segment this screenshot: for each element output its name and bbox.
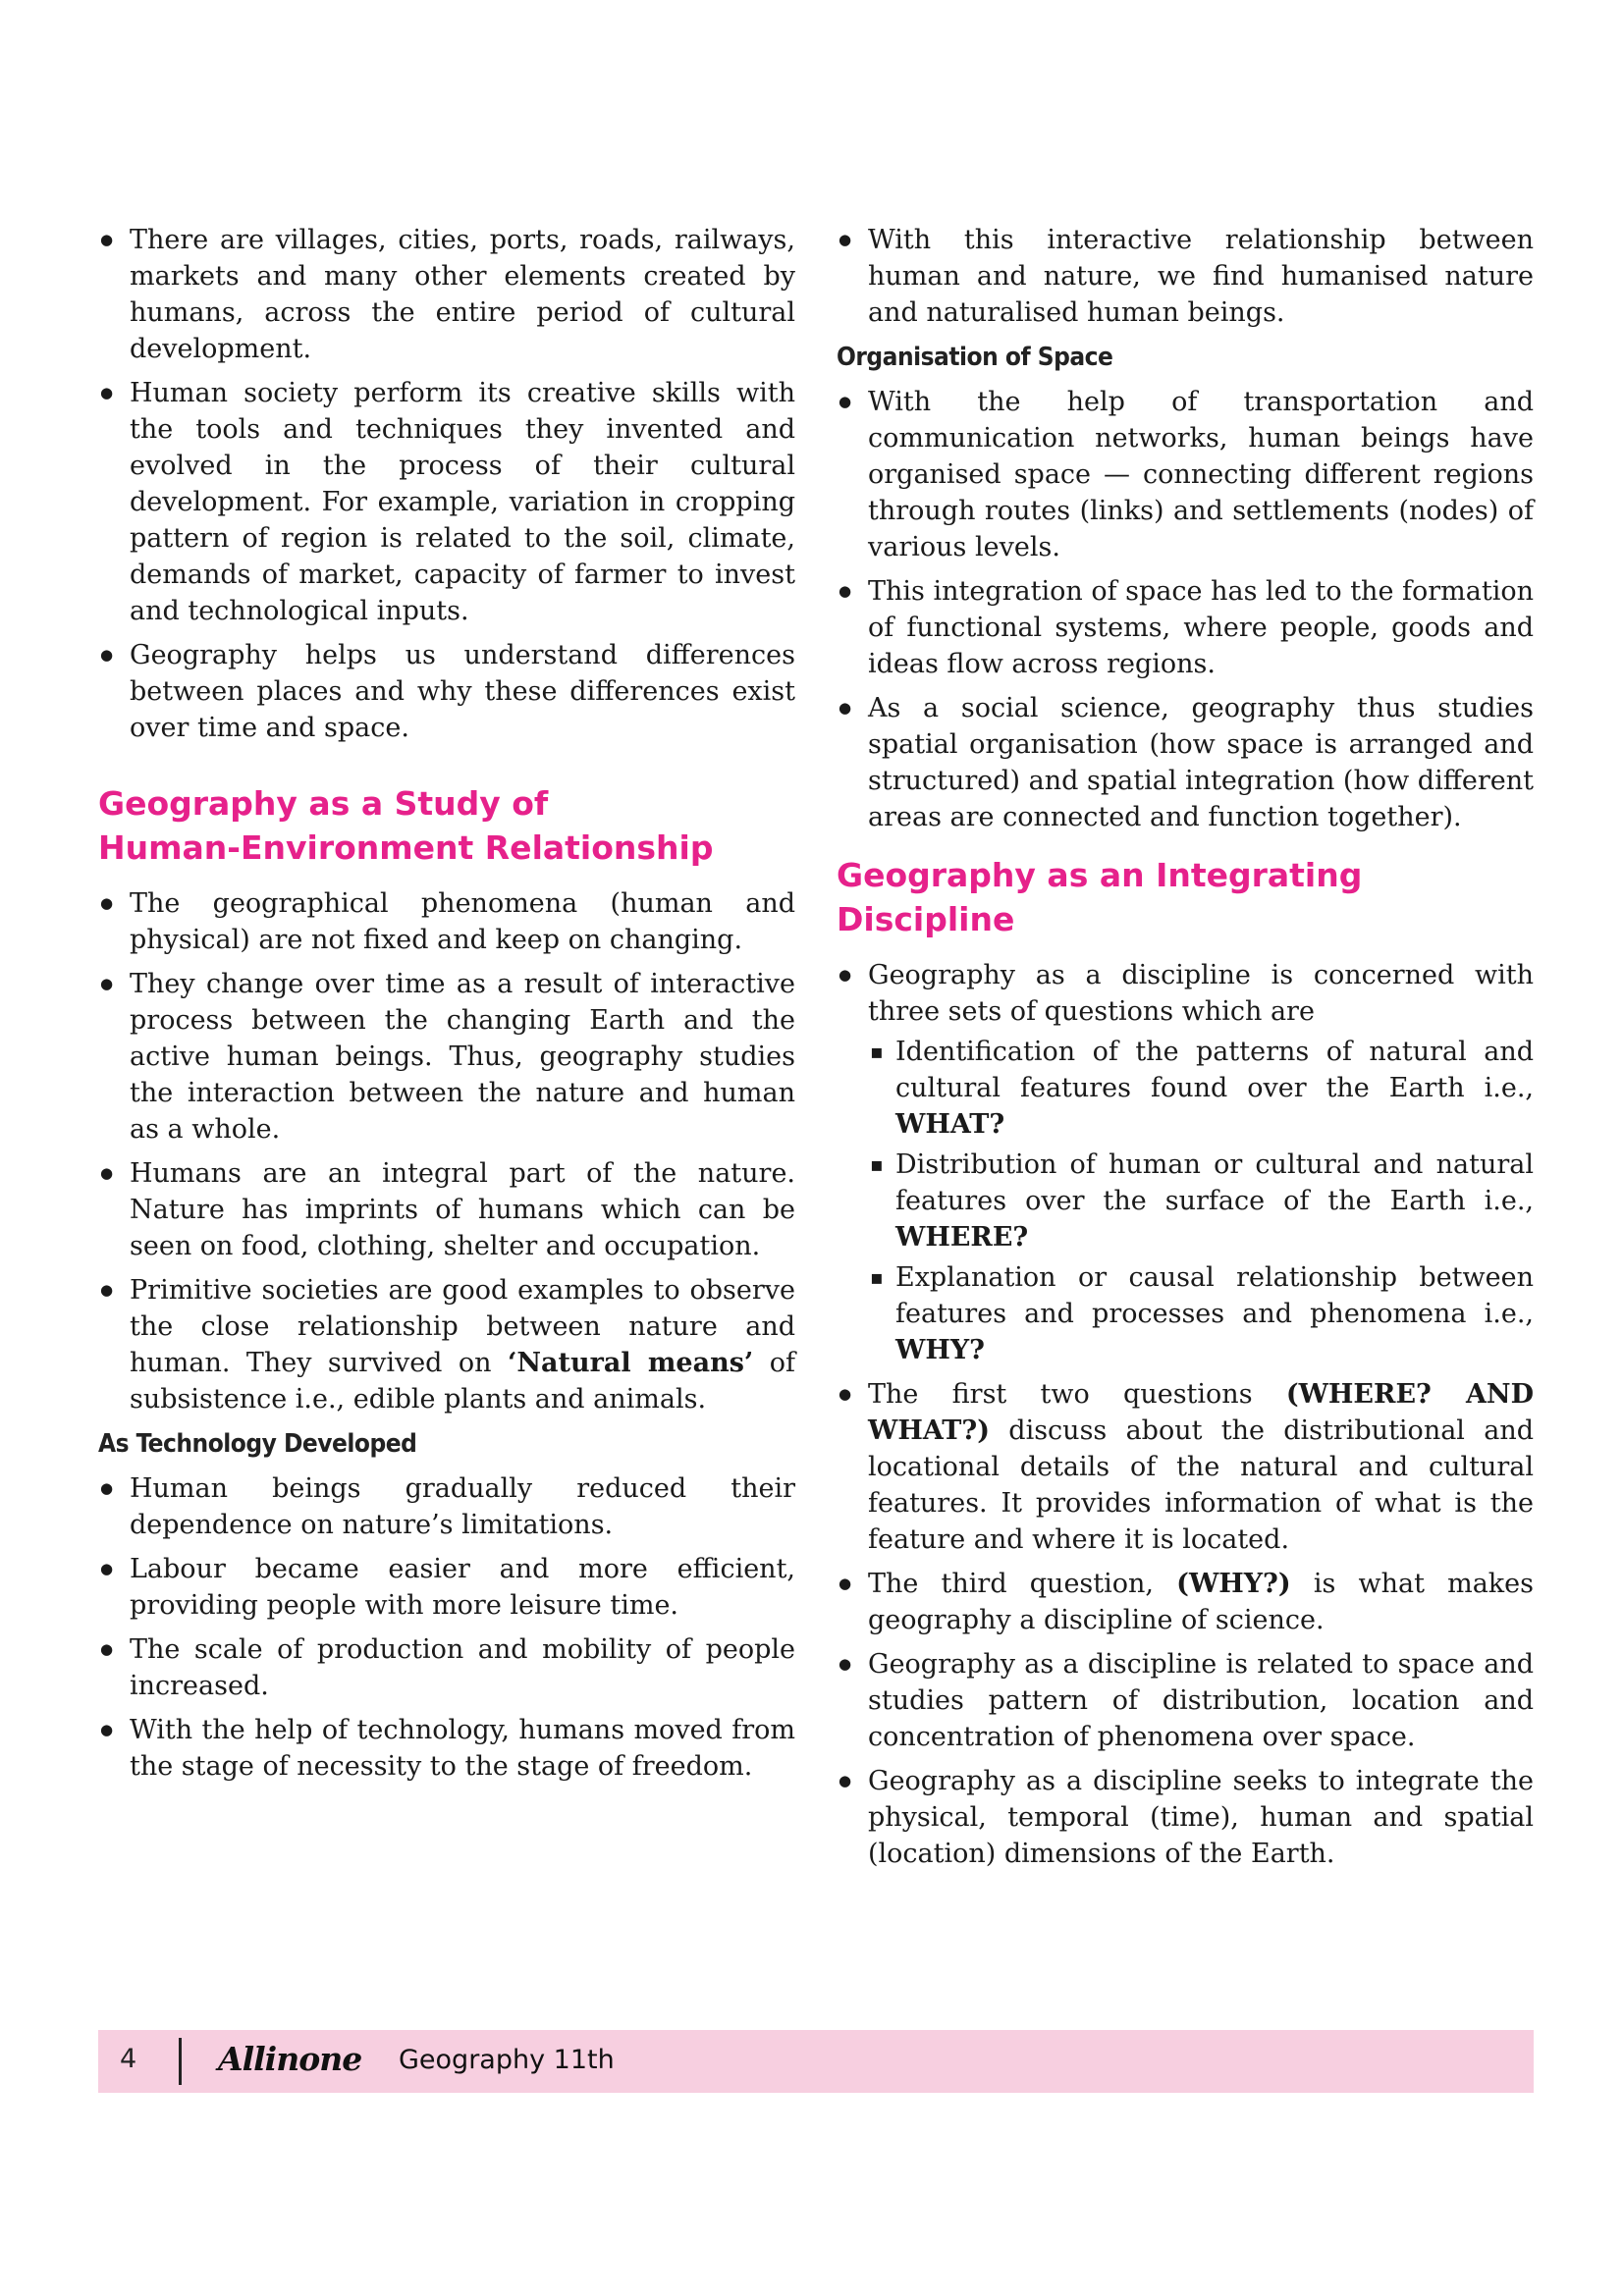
- list-item: ● Geography helps us understand differences between places and why these differences exist over time and space.: [98, 637, 795, 746]
- page-number: 4: [120, 2044, 137, 2074]
- list-item: ● Geography as a discipline is related to space and studies pattern of distribution, location and concentration of phenomena over space.: [837, 1646, 1534, 1755]
- bold-term: WHY?: [895, 1335, 985, 1365]
- list-item: ● This integration of space has led to the formation of functional systems, where people, goods and ideas flow across regions.: [837, 573, 1534, 682]
- list-item: ● They change over time as a result of interactive process between the changing Earth and the active human beings. Thus, geography studies the interaction between the nature and human as a whole.: [98, 966, 795, 1148]
- bold-term: WHAT?: [895, 1109, 1005, 1140]
- book-title: Geography 11th: [399, 2045, 615, 2075]
- subheading-organisation-of-space: Organisation of Space: [837, 343, 1113, 372]
- human-environment-bullet-list: [98, 885, 795, 1417]
- list-item: ● With the help of transportation and communication networks, human beings have organised space — connecting different regions through routes (links) and settlements (nodes) of various levels.: [837, 384, 1534, 565]
- text-run: The first two questions: [868, 1379, 1286, 1410]
- text-run: of subsistence i.e., edible plants and animals.: [130, 1348, 795, 1415]
- heading-line: Geography as a Study of: [98, 784, 549, 823]
- right-intro-bullet-list: [837, 222, 1534, 331]
- section-heading-integrating-discipline: Geography as an Integrating Discipline: [837, 856, 1363, 938]
- list-item: ● With the help of technology, humans moved from the stage of necessity to the stage of freedom.: [98, 1712, 795, 1785]
- list-item: ● Geography as a discipline seeks to integrate the physical, temporal (time), human and spatial (location) dimensions of the Earth.: [837, 1763, 1534, 1872]
- bold-term: (WHY?): [1176, 1569, 1291, 1599]
- technology-bullet-list: [98, 1470, 795, 1785]
- left-column: [98, 222, 795, 1792]
- subheading-technology: As Technology Developed: [98, 1429, 417, 1459]
- section-heading-human-environment: [98, 781, 795, 870]
- space-bullet-list: [837, 384, 1534, 835]
- list-item: [837, 1566, 1534, 1638]
- integrating-bullet-list: [837, 957, 1534, 1872]
- list-item: ● As a social science, geography thus studies spatial organisation (how space is arranged and structured) and spatial integration (how different areas are connected and function together).: [837, 690, 1534, 835]
- bold-term: (WHERE? AND WHAT?): [868, 1379, 1534, 1446]
- intro-bullet-list: [98, 222, 795, 746]
- list-item: ● The scale of production and mobility of people increased.: [98, 1631, 795, 1704]
- text-run: Distribution of human or cultural and natural features over the surface of the Earth i.e.,: [895, 1149, 1534, 1216]
- text-run: The third question,: [868, 1569, 1177, 1599]
- list-item: ● Labour became easier and more efficient, providing people with more leisure time.: [98, 1551, 795, 1624]
- text-run: is what makes geography a discipline of science.: [868, 1569, 1534, 1635]
- bold-term: WHERE?: [895, 1222, 1029, 1253]
- sub-list-item: [868, 1034, 1534, 1143]
- text-run: Explanation or causal relationship between features and processes and phenomena i.e.,: [895, 1262, 1534, 1329]
- list-item: ● The geographical phenomena (human and physical) are not fixed and keep on changing.: [98, 885, 795, 958]
- footer-divider: [179, 2038, 182, 2085]
- text-run: Geography as a discipline is concerned with three sets of questions which are: [868, 960, 1534, 1027]
- list-item: ● Human beings gradually reduced their dependence on nature’s limitations.: [98, 1470, 795, 1543]
- list-item: [837, 1376, 1534, 1558]
- list-item: ● There are villages, cities, ports, roads, railways, markets and many other elements created by humans, across the entire period of cultural development.: [98, 222, 795, 367]
- sub-list-item: [868, 1147, 1534, 1255]
- list-item: ● With this interactive relationship between human and nature, we find humanised nature and naturalised human beings.: [837, 222, 1534, 331]
- question-sub-list: [868, 1034, 1534, 1368]
- page-footer: [98, 2030, 1534, 2093]
- list-item: ● Human society perform its creative skills with the tools and techniques they invented and evolved in the process of their cultural development. For example, variation in cropping pattern of region is related to the soil, climate, demands of market, capacity of farmer to invest and technological inputs.: [98, 375, 795, 629]
- bold-term: ‘Natural means’: [507, 1348, 754, 1378]
- heading-line: Human-Environment Relationship: [98, 828, 714, 867]
- text-run: discuss about the distributional and locational details of the natural and cultural features. It provides information of what is the feature and where it is located.: [868, 1415, 1534, 1555]
- text-run: Identification of the patterns of natural and cultural features found over the Earth i.e.,: [895, 1037, 1534, 1103]
- text-run: Primitive societies are good examples to observe the close relationship between nature and human. They survived on: [130, 1275, 795, 1378]
- list-item: [98, 1272, 795, 1417]
- list-item: [837, 957, 1534, 1368]
- list-item: ● Humans are an integral part of the nature. Nature has imprints of humans which can be seen on food, clothing, shelter and occupation.: [98, 1155, 795, 1264]
- sub-list-item: [868, 1259, 1534, 1368]
- right-column: [837, 222, 1534, 1880]
- brand-logo: Allinone: [218, 2040, 362, 2078]
